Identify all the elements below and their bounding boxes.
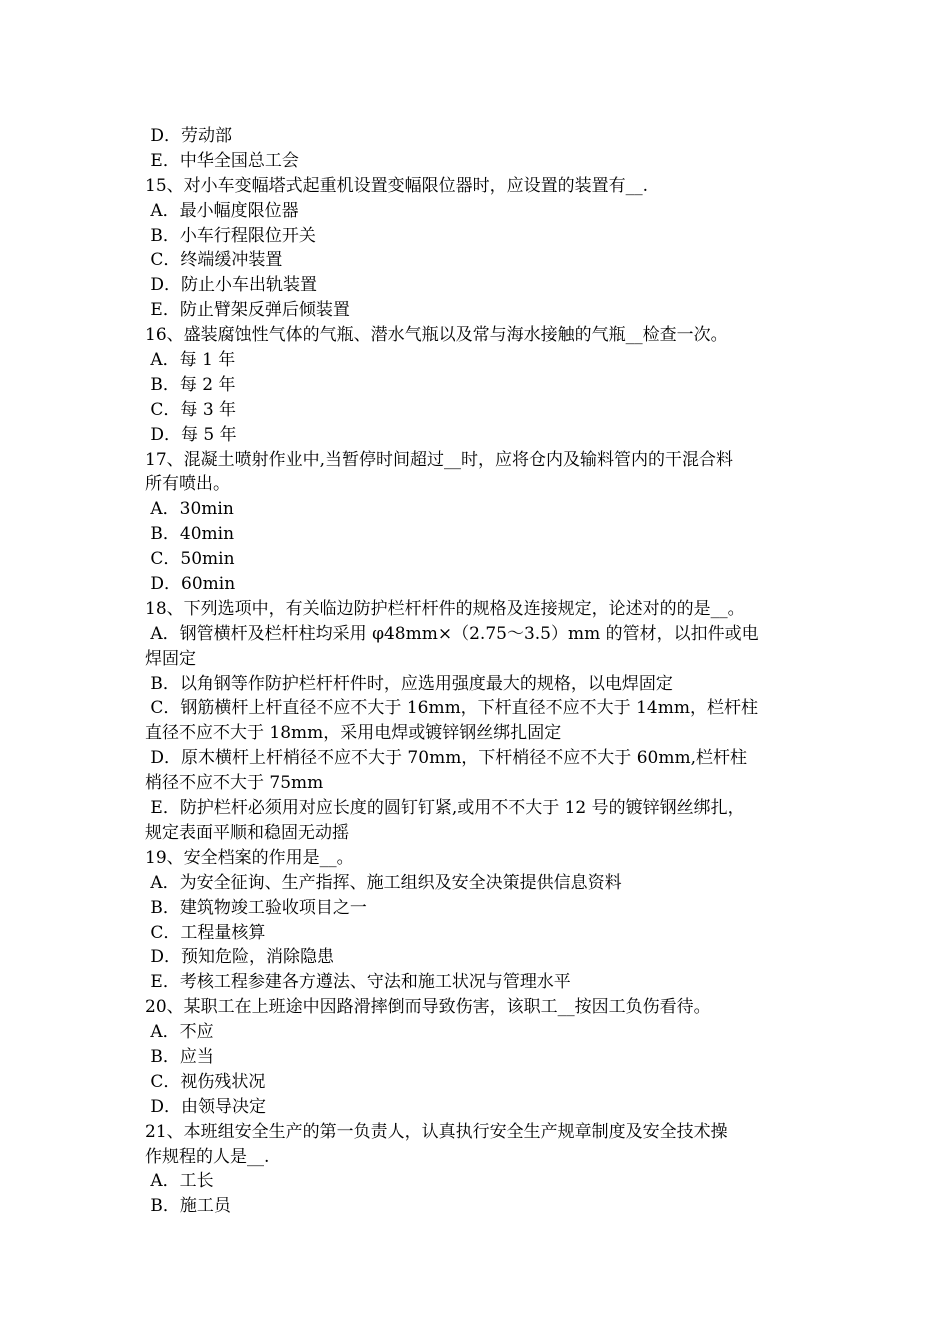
option-line-continued: 梢径不应不大于 75mm [145, 773, 324, 794]
option-line: B．建筑物竣工验收项目之一 [145, 897, 367, 918]
option-line: D．原木横杆上杆梢径不应不大于 70mm，下杆梢径不应不大于 60mm,栏杆柱 [145, 748, 747, 769]
option-line: D．60min [145, 574, 236, 595]
option-line: B．应当 [145, 1046, 214, 1067]
question-line-continued: 所有喷出。 [145, 474, 230, 495]
option-line: B．每 2 年 [145, 374, 236, 395]
option-line: B．以角钢等作防护栏杆杆件时，应选用强度最大的规格，以电焊固定 [145, 673, 673, 694]
option-line: E．防护栏杆必须用对应长度的圆钉钉紧,或用不不大于 12 号的镀锌钢丝绑扎， [145, 798, 745, 819]
option-line: C．工程量核算 [145, 922, 266, 943]
question-line: 20、某职工在上班途中因路滑摔倒而导致伤害，该职工__按因工负伤看待。 [145, 997, 711, 1018]
option-line: D．每 5 年 [145, 424, 237, 445]
option-line: C．50min [145, 549, 235, 570]
option-line: A．为安全征询、生产指挥、施工组织及安全决策提供信息资料 [145, 872, 622, 893]
option-line: A．30min [145, 499, 234, 520]
option-line: B．40min [145, 524, 235, 545]
option-line: D．预知危险，消除隐患 [145, 947, 335, 968]
document-page [145, 124, 825, 1219]
option-line-continued: 规定表面平顺和稳固无动摇 [145, 822, 349, 843]
option-line: D．防止小车出轨装置 [145, 275, 318, 296]
question-line-continued: 作规程的人是__. [145, 1146, 270, 1167]
option-line: D．由领导决定 [145, 1096, 267, 1117]
option-line: E．考核工程参建各方遵法、守法和施工状况与管理水平 [145, 972, 571, 993]
option-line: C．钢筋横杆上杆直径不应不大于 16mm，下杆直径不应不大于 14mm，栏杆柱 [145, 698, 758, 719]
option-line: A．每 1 年 [145, 350, 236, 371]
question-line: 17、混凝土喷射作业中,当暂停时间超过__时，应将仓内及输料管内的干混合料 [145, 449, 734, 470]
option-line-continued: 直径不应不大于 18mm，采用电焊或镀锌钢丝绑扎固定 [145, 723, 562, 744]
option-line: A．工长 [145, 1171, 214, 1192]
question-line: 15、对小车变幅塔式起重机设置变幅限位器时，应设置的装置有__. [145, 175, 649, 196]
option-line: C．视伤残状况 [145, 1071, 266, 1092]
option-line: B．小车行程限位开关 [145, 225, 316, 246]
option-line: C．每 3 年 [145, 399, 237, 420]
text-line: D．劳动部 [145, 126, 233, 146]
question-line: 19、安全档案的作用是__。 [145, 847, 354, 868]
option-line: C．终端缓冲装置 [145, 250, 283, 271]
question-line: 16、盛装腐蚀性气体的气瓶、潜水气瓶以及常与海水接触的气瓶__检查一次。 [145, 325, 728, 346]
option-line: A．不应 [145, 1022, 214, 1043]
option-line: B．施工员 [145, 1196, 231, 1217]
text-line: E．中华全国总工会 [145, 150, 299, 171]
option-line: A．最小幅度限位器 [145, 200, 299, 221]
option-line: A．钢管横杆及栏杆柱均采用 φ48mm×（2.75～3.5）mm 的管材，以扣件或电 [145, 623, 759, 644]
option-line: E．防止臂架反弹后倾装置 [145, 300, 350, 321]
question-line: 21、本班组安全生产的第一负责人，认真执行安全生产规章制度及安全技术操 [145, 1121, 728, 1142]
option-line-continued: 焊固定 [145, 648, 196, 669]
question-line: 18、下列选项中，有关临边防护栏杆杆件的规格及连接规定，论述对的的是__。 [145, 598, 745, 619]
